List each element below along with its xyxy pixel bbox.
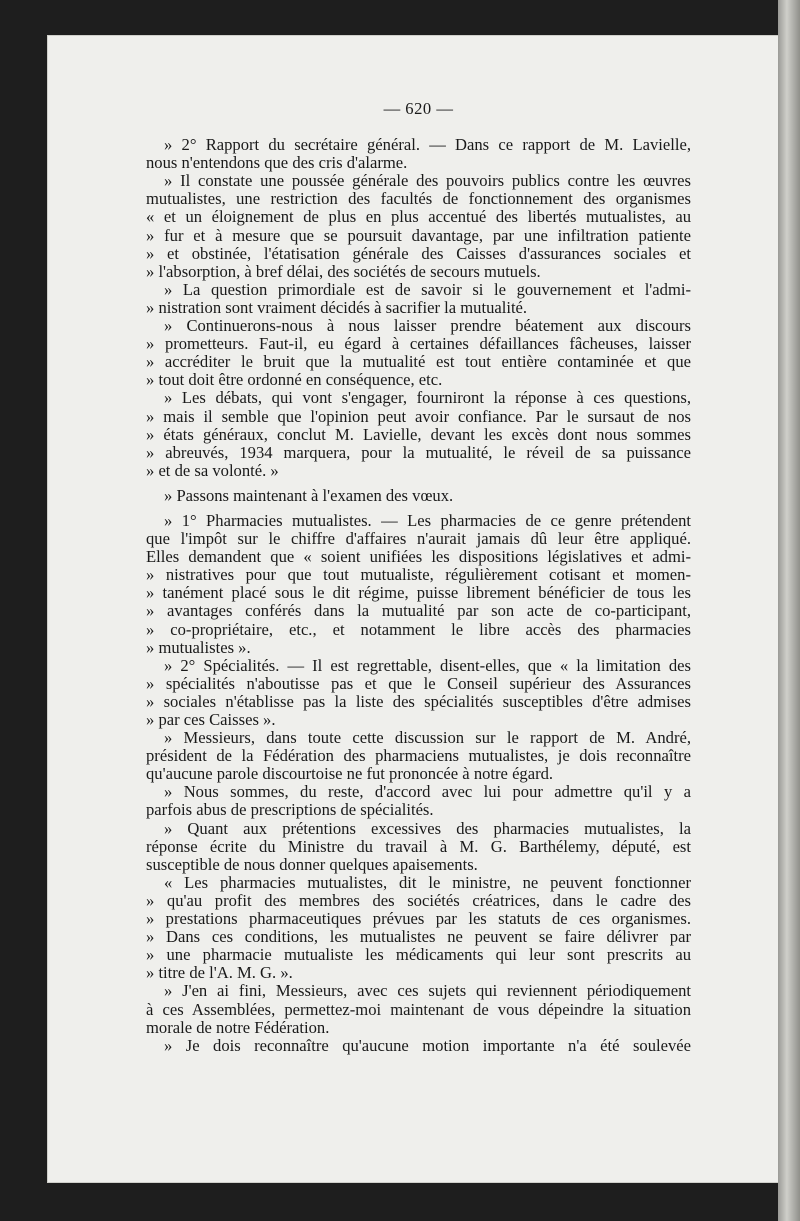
- text-line: » fur et à mesure que se poursuit davantage, par une infiltration patiente: [146, 225, 691, 245]
- text-line: » nistratives pour que tout mutualiste, régulièrement cotisant et momen-: [146, 565, 691, 585]
- text-line: » états généraux, conclut M. Lavielle, devant les excès dont nous sommes: [146, 424, 691, 444]
- text-lines: [146, 136, 691, 1055]
- text-line: » Messieurs, dans toute cette discussion sur le rapport de M. André,: [164, 728, 691, 748]
- text-line: » Dans ces conditions, les mutualistes ne peuvent se faire délivrer par: [146, 927, 691, 947]
- text-line: » prometteurs. Faut-il, eu égard à certaines défaillances fâcheuses, laisser: [146, 334, 691, 354]
- text-line: » mais il semble que l'opinion peut avoir confiance. Par le sursaut de nos: [146, 406, 691, 426]
- text-line: » une pharmacie mutualiste les médicaments qui leur sont prescrits au: [146, 945, 691, 965]
- text-line: » Continuerons-nous à nous laisser prendre béatement aux discours: [164, 316, 691, 336]
- page-body: [146, 100, 691, 1055]
- text-line: » abreuvés, 1934 marquera, pour la mutualité, le réveil de sa puissance: [146, 442, 691, 462]
- text-line: » par ces Caisses ».: [146, 710, 276, 729]
- text-line: » et de sa volonté. »: [146, 460, 279, 480]
- text-line: » accréditer le bruit que la mutualité est tout entière contaminée et que: [146, 352, 691, 372]
- text-line: » Les débats, qui vont s'engager, fourniront la réponse à ces questions,: [164, 388, 691, 408]
- text-line: « Les pharmacies mutualistes, dit le ministre, ne peuvent fonctionner: [164, 872, 691, 892]
- text-line: » avantages conférés dans la mutualité par son acte de co-participant,: [146, 601, 691, 621]
- text-line: » tout doit être ordonné en conséquence, etc.: [146, 370, 443, 390]
- text-line: président de la Fédération des pharmaciens mutualistes, je dois reconnaître: [146, 746, 691, 766]
- text-line: Elles demandent que « soient unifiées les dispositions législatives et admi-: [146, 547, 691, 567]
- text-line: » La question primordiale est de savoir si le gouvernement et l'admi-: [164, 279, 691, 299]
- text-line: » 2° Spécialités. — Il est regrettable, disent-elles, que « la limitation des: [164, 655, 691, 675]
- text-line: à ces Assemblées, permettez-moi maintenant de vous dépeindre la situation: [146, 999, 691, 1019]
- text-line: » titre de l'A. M. G. ».: [146, 963, 293, 983]
- text-line: » tanément placé sous le dit régime, puisse librement bénéficier de tous les: [146, 583, 691, 603]
- text-line: » nistration sont vraiment décidés à sacrifier la mutualité.: [146, 297, 528, 317]
- text-line: mutualistes, une restriction des facultés de fonctionnement des organismes: [146, 189, 691, 209]
- page-number: — 620 —: [383, 99, 454, 118]
- page-edge: [778, 0, 800, 1221]
- scan-top-border: [0, 0, 800, 36]
- text-line: » Je dois reconnaître qu'aucune motion importante n'a été soulevée: [164, 1035, 691, 1055]
- text-line: parfois abus de prescriptions de spécialités.: [146, 800, 434, 820]
- text-line: » J'en ai fini, Messieurs, avec ces sujets qui reviennent périodiquement: [164, 981, 691, 1001]
- text-line: « et un éloignement de plus en plus accentué des libertés mutualistes, au: [146, 207, 691, 227]
- text-line: » l'absorption, à bref délai, des sociétés de secours mutuels.: [146, 261, 541, 281]
- text-line: réponse écrite du Ministre du travail à M. G. Barthélemy, député, est: [146, 836, 691, 856]
- text-line: » sociales n'établisse pas la liste des spécialités susceptibles d'être admises: [146, 691, 691, 711]
- text-line: » 1° Pharmacies mutualistes. — Les pharmacies de ce genre prétendent: [164, 510, 691, 530]
- text-line: » co-propriétaire, etc., et notamment le libre accès des pharmacies: [146, 619, 691, 639]
- text-line: » Passons maintenant à l'examen des vœux.: [164, 485, 454, 505]
- text-line: morale de notre Fédération.: [146, 1017, 330, 1037]
- text-line: » Quant aux prétentions excessives des pharmacies mutualistes, la: [164, 818, 691, 838]
- text-line: susceptible de nous donner quelques apaisements.: [146, 854, 478, 874]
- text-line: que l'impôt sur le chiffre d'affaires n'aurait jamais dû leur être appliqué.: [146, 529, 691, 549]
- text-line: » mutualistes ».: [146, 637, 251, 657]
- text-line: nous n'entendons que des cris d'alarme.: [146, 153, 408, 173]
- text-line: » spécialités n'aboutisse pas et que le Conseil supérieur des Assurances: [146, 673, 691, 693]
- text-line: qu'aucune parole discourtoise ne fut prononcée à notre égard.: [146, 764, 554, 784]
- text-line: » Nous sommes, du reste, d'accord avec lui pour admettre qu'il y a: [164, 782, 691, 802]
- text-line: » prestations pharmaceutiques prévues par les statuts de ces organismes.: [146, 909, 691, 929]
- text-line: » et obstinée, l'étatisation générale des Caisses d'assurances sociales et: [146, 243, 691, 263]
- text-line: » qu'au profit des membres des sociétés créatrices, dans le cadre des: [146, 890, 691, 910]
- text-line: » Il constate une poussée générale des pouvoirs publics contre les œuvres: [164, 171, 691, 191]
- text-line: » 2° Rapport du secrétaire général. — Dans ce rapport de M. Lavielle,: [164, 135, 691, 155]
